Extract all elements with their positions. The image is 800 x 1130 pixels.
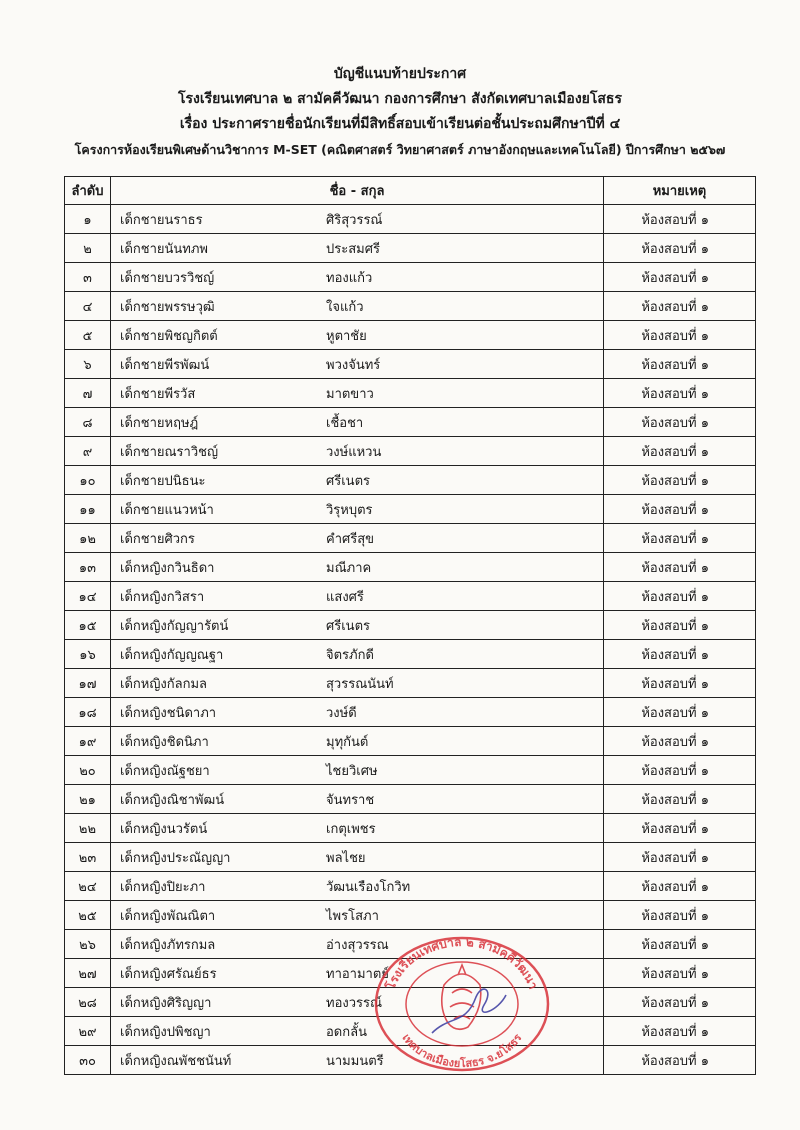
table-row	[65, 234, 756, 263]
row-note: ห้องสอบที่ ๑	[604, 234, 756, 263]
row-name: เด็กชายปนิธนะ	[120, 473, 206, 489]
header-title: บัญชีแนบท้ายประกาศ	[333, 66, 467, 82]
row-no: ๓	[65, 263, 111, 292]
table-row	[65, 640, 756, 669]
header-name: ชื่อ - สกุล	[111, 177, 604, 205]
row-note: ห้องสอบที่ ๑	[604, 611, 756, 640]
table-row	[65, 611, 756, 640]
row-note: ห้องสอบที่ ๑	[604, 930, 756, 959]
row-note: ห้องสอบที่ ๑	[604, 205, 756, 234]
header-project: โครงการห้องเรียนพิเศษด้านวิชาการ M-SET (คณิตศาสตร์ วิทยาศาสตร์ ภาษาอังกฤษและเทคโนโลยี) ปีการศึกษา ๒๕๖๗	[74, 142, 726, 157]
row-fullname	[111, 263, 604, 292]
header-school: โรงเรียนเทศบาล ๒ สามัคคีวัฒนา กองการศึกษา สังกัดเทศบาลเมืองยโสธร	[177, 91, 622, 107]
table-row	[65, 785, 756, 814]
row-fullname	[111, 582, 604, 611]
row-note: ห้องสอบที่ ๑	[604, 321, 756, 350]
row-surname: วัฒนเรืองโกวิท	[326, 879, 411, 895]
row-note: ห้องสอบที่ ๑	[604, 437, 756, 466]
row-surname: ไชยวิเศษ	[326, 763, 378, 779]
row-name: เด็กหญิงปพิชญา	[120, 1024, 211, 1040]
row-no: ๘	[65, 408, 111, 437]
row-fullname	[111, 814, 604, 843]
row-fullname	[111, 669, 604, 698]
row-fullname	[111, 292, 604, 321]
row-note: ห้องสอบที่ ๑	[604, 872, 756, 901]
row-note: ห้องสอบที่ ๑	[604, 408, 756, 437]
row-name: เด็กหญิงศรัณย์ธร	[120, 966, 217, 982]
table-row	[65, 408, 756, 437]
row-note: ห้องสอบที่ ๑	[604, 843, 756, 872]
row-note: ห้องสอบที่ ๑	[604, 727, 756, 756]
row-no: ๑๒	[65, 524, 111, 553]
row-no: ๒๓	[65, 843, 111, 872]
row-no: ๑๔	[65, 582, 111, 611]
row-no: ๓๐	[65, 1046, 111, 1075]
row-no: ๒๗	[65, 959, 111, 988]
row-name: เด็กหญิงชนิดาภา	[120, 705, 217, 721]
row-surname: แสงศรี	[326, 589, 364, 605]
row-surname: เชื้อชา	[326, 415, 364, 431]
table-row	[65, 727, 756, 756]
row-no: ๒๑	[65, 785, 111, 814]
row-surname: ทองวรรณ์	[326, 995, 383, 1011]
row-name: เด็กหญิงกัญญณฐา	[120, 647, 224, 663]
row-no: ๒๕	[65, 901, 111, 930]
seal-text-bottom: เทศบาลเมืองยโสธร จ.ยโสธร	[399, 1031, 525, 1071]
row-no: ๒	[65, 234, 111, 263]
row-name: เด็กหญิงพัณณิตา	[120, 908, 216, 924]
row-name: เด็กชายพีรวัส	[120, 386, 196, 402]
row-note: ห้องสอบที่ ๑	[604, 814, 756, 843]
row-fullname	[111, 379, 604, 408]
row-note: ห้องสอบที่ ๑	[604, 263, 756, 292]
row-surname: มณีภาค	[326, 560, 372, 576]
row-surname: อ่างสุวรรณ	[326, 937, 389, 953]
header-note: หมายเหตุ	[604, 177, 756, 205]
table-row	[65, 292, 756, 321]
row-name: เด็กหญิงกวินธิดา	[120, 560, 215, 576]
row-surname: วงษ์ดี	[326, 705, 357, 721]
seal-text-top: โรงเรียนเทศบาล ๒ สามัคคีวัฒนา	[383, 935, 541, 992]
row-no: ๒๖	[65, 930, 111, 959]
row-name: เด็กชายณราวิชญ์	[120, 444, 219, 460]
table-row	[65, 669, 756, 698]
row-note: ห้องสอบที่ ๑	[604, 379, 756, 408]
row-fullname	[111, 350, 604, 379]
seal-emblem-icon	[442, 965, 481, 1029]
row-note: ห้องสอบที่ ๑	[604, 785, 756, 814]
row-note: ห้องสอบที่ ๑	[604, 698, 756, 727]
row-fullname	[111, 756, 604, 785]
row-name: เด็กหญิงภัทรกมล	[120, 937, 216, 953]
row-name: เด็กหญิงกัลกมล	[120, 676, 207, 692]
table-row	[65, 872, 756, 901]
row-no: ๑๕	[65, 611, 111, 640]
row-no: ๑๙	[65, 727, 111, 756]
row-no: ๔	[65, 292, 111, 321]
row-surname: จันทราช	[326, 792, 375, 808]
row-name: เด็กหญิงกัญญารัตน์	[120, 618, 229, 634]
row-fullname	[111, 466, 604, 495]
row-surname: สุวรรณนันท์	[326, 676, 394, 692]
table-header-row	[65, 177, 756, 205]
row-fullname	[111, 872, 604, 901]
row-no: ๑๓	[65, 553, 111, 582]
row-surname: มุทุกันต์	[326, 734, 369, 750]
row-name: เด็กหญิงศิริญญา	[120, 995, 212, 1011]
row-surname: พลไชย	[326, 850, 366, 866]
row-note: ห้องสอบที่ ๑	[604, 669, 756, 698]
row-note: ห้องสอบที่ ๑	[604, 756, 756, 785]
row-no: ๒๔	[65, 872, 111, 901]
row-fullname	[111, 727, 604, 756]
row-no: ๗	[65, 379, 111, 408]
row-no: ๕	[65, 321, 111, 350]
row-name: เด็กชายแนวหน้า	[120, 502, 214, 518]
table-row	[65, 901, 756, 930]
row-surname: วิรุหบุตร	[326, 502, 373, 518]
row-name: เด็กหญิงปิยะภา	[120, 879, 206, 895]
row-surname: ใจแก้ว	[326, 299, 364, 315]
row-name: เด็กหญิงณพัชชนันท์	[120, 1053, 232, 1069]
row-name: เด็กชายบวรวิชญ์	[120, 270, 215, 286]
table-row	[65, 205, 756, 234]
row-name: เด็กหญิงกวิสรา	[120, 589, 205, 605]
row-fullname	[111, 408, 604, 437]
row-note: ห้องสอบที่ ๑	[604, 901, 756, 930]
row-surname: ทองแก้ว	[326, 270, 373, 286]
row-name: เด็กหญิงชิดนิภา	[120, 734, 209, 750]
header-subject: เรื่อง ประกาศรายชื่อนักเรียนที่มีสิทธิ์สอบเข้าเรียนต่อชั้นประถมศึกษาปีที่ ๔	[179, 116, 621, 132]
row-surname: คำศรีสุข	[326, 531, 375, 547]
row-surname: อดกลั้น	[326, 1024, 367, 1040]
row-name: เด็กชายนราธร	[120, 212, 203, 228]
row-surname: ทาอามาตย์	[326, 966, 389, 982]
row-name: เด็กชายพิชญกิตต์	[120, 328, 218, 344]
document-header	[0, 62, 800, 162]
row-note: ห้องสอบที่ ๑	[604, 292, 756, 321]
row-surname: ศิริสุวรรณ์	[326, 212, 383, 228]
table-row	[65, 553, 756, 582]
row-name: เด็กหญิงณิชาพัฒน์	[120, 792, 225, 808]
row-fullname	[111, 843, 604, 872]
row-surname: ไพรโสภา	[326, 908, 379, 924]
row-fullname	[111, 524, 604, 553]
row-surname: ศรีเนตร	[326, 473, 370, 489]
row-note: ห้องสอบที่ ๑	[604, 582, 756, 611]
table-row	[65, 698, 756, 727]
row-fullname	[111, 234, 604, 263]
row-no: ๙	[65, 437, 111, 466]
row-surname: วงษ์แหวน	[326, 444, 382, 460]
row-no: ๒๒	[65, 814, 111, 843]
row-note: ห้องสอบที่ ๑	[604, 350, 756, 379]
row-fullname	[111, 321, 604, 350]
table-row	[65, 263, 756, 292]
row-note: ห้องสอบที่ ๑	[604, 1017, 756, 1046]
row-fullname	[111, 611, 604, 640]
row-fullname	[111, 901, 604, 930]
table-row	[65, 582, 756, 611]
row-no: ๖	[65, 350, 111, 379]
row-fullname	[111, 553, 604, 582]
row-surname: ศรีเนตร	[326, 618, 370, 634]
row-surname: นามมนตรี	[326, 1053, 384, 1069]
row-note: ห้องสอบที่ ๑	[604, 466, 756, 495]
row-no: ๑๐	[65, 466, 111, 495]
row-name: เด็กหญิงประณัญญา	[120, 850, 231, 866]
row-note: ห้องสอบที่ ๑	[604, 640, 756, 669]
row-note: ห้องสอบที่ ๑	[604, 553, 756, 582]
row-no: ๑๖	[65, 640, 111, 669]
row-surname: จิตรภักดี	[326, 647, 374, 663]
row-no: ๒๘	[65, 988, 111, 1017]
row-note: ห้องสอบที่ ๑	[604, 524, 756, 553]
row-fullname	[111, 640, 604, 669]
table-row	[65, 379, 756, 408]
table-row	[65, 466, 756, 495]
row-no: ๑	[65, 205, 111, 234]
row-fullname	[111, 437, 604, 466]
row-no: ๒๙	[65, 1017, 111, 1046]
row-no: ๒๐	[65, 756, 111, 785]
row-surname: หูตาชัย	[326, 328, 367, 344]
table-row	[65, 814, 756, 843]
row-surname: มาตขาว	[326, 386, 374, 402]
official-seal-stamp	[372, 935, 552, 1073]
row-no: ๑๗	[65, 669, 111, 698]
row-name: เด็กชายศิวกร	[120, 531, 195, 547]
row-name: เด็กชายหฤษฎ์	[120, 415, 199, 431]
row-name: เด็กหญิงณัฐชยา	[120, 763, 210, 779]
table-row	[65, 350, 756, 379]
row-fullname	[111, 698, 604, 727]
row-fullname	[111, 785, 604, 814]
row-surname: เกตุเพชร	[326, 821, 376, 837]
table-row	[65, 321, 756, 350]
table-row	[65, 843, 756, 872]
row-fullname	[111, 205, 604, 234]
table-row	[65, 756, 756, 785]
row-no: ๑๑	[65, 495, 111, 524]
row-fullname	[111, 495, 604, 524]
header-no: ลำดับ	[65, 177, 111, 205]
row-surname: พวงจันทร์	[326, 357, 381, 373]
table-row	[65, 524, 756, 553]
row-note: ห้องสอบที่ ๑	[604, 495, 756, 524]
row-name: เด็กชายนันทภพ	[120, 241, 208, 257]
row-name: เด็กชายพรรษวุฒิ	[120, 299, 215, 315]
row-surname: ประสมศรี	[326, 241, 380, 257]
row-no: ๑๘	[65, 698, 111, 727]
row-name: เด็กชายพีรพัฒน์	[120, 357, 210, 373]
table-row	[65, 495, 756, 524]
row-note: ห้องสอบที่ ๑	[604, 959, 756, 988]
row-name: เด็กหญิงนวรัตน์	[120, 821, 208, 837]
row-note: ห้องสอบที่ ๑	[604, 1046, 756, 1075]
row-note: ห้องสอบที่ ๑	[604, 988, 756, 1017]
table-row	[65, 437, 756, 466]
